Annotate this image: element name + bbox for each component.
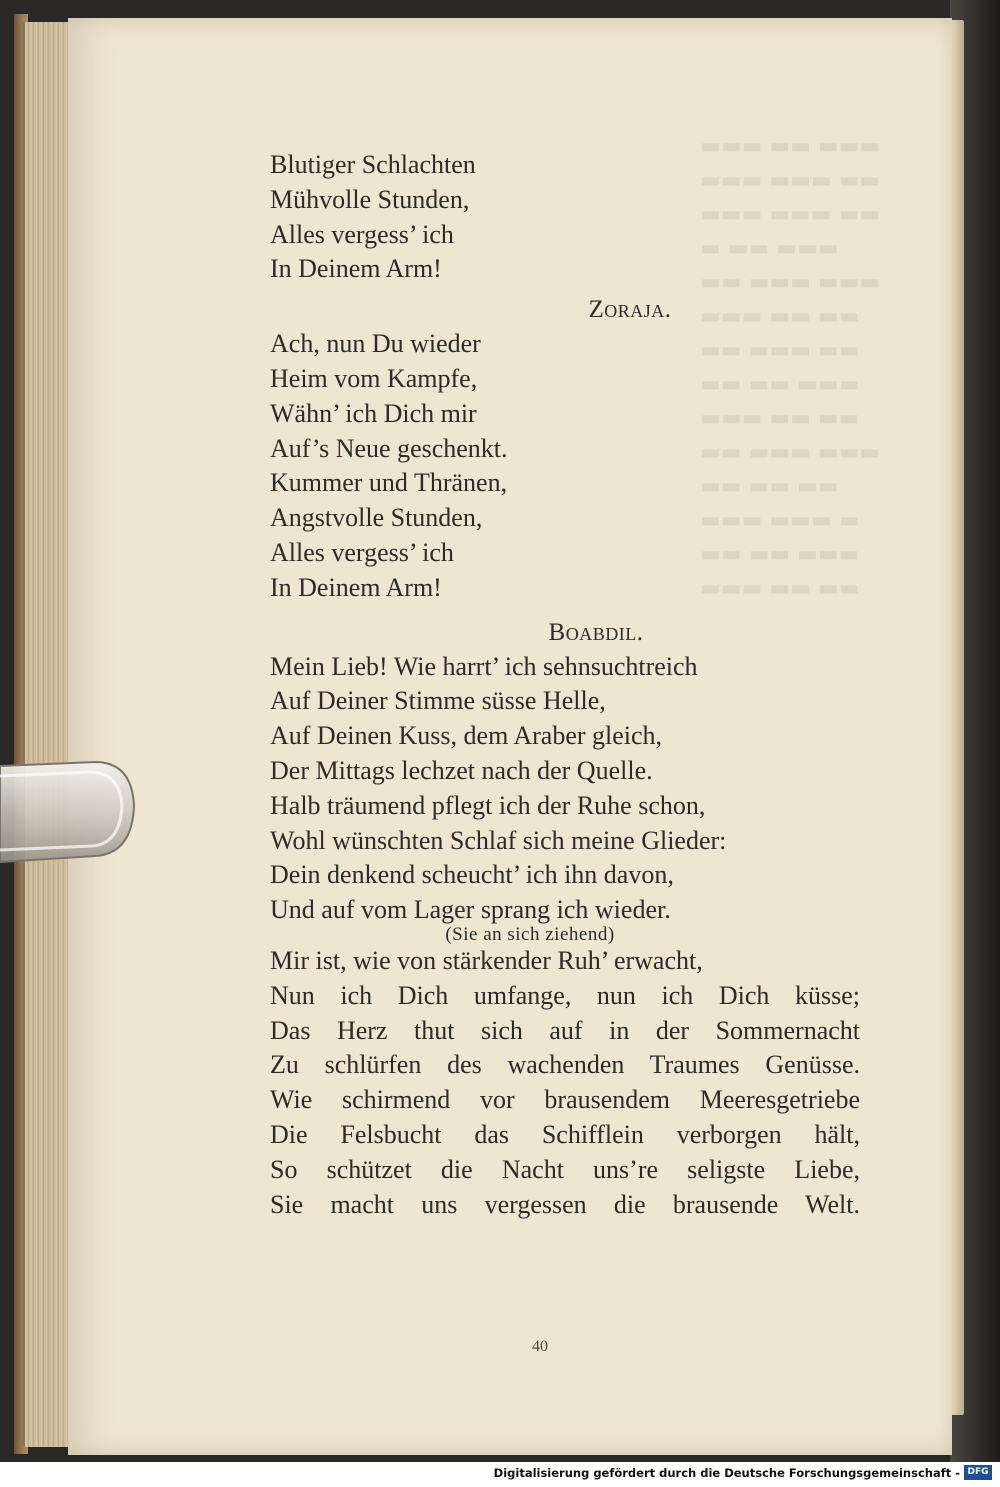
footer-credit: Digitalisierung gefördert durch die Deutsche Forschungsgemeinschaft -	[493, 1466, 960, 1480]
poem-text	[270, 148, 860, 1222]
verse-line: In Deinem Arm!	[270, 254, 442, 284]
verse-line: Nun ich Dich umfange, nun ich Dich küsse;	[270, 980, 860, 1010]
dfg-logo: DFG	[964, 1465, 992, 1480]
verse-line: Wohl wünschten Schlaf sich meine Glieder:	[270, 825, 727, 855]
verse-line: Der Mittags lechzet nach der Quelle.	[270, 755, 653, 785]
verse-line: Die Felsbucht das Schifflein verborgen hält,	[270, 1119, 860, 1149]
verse-line: Auf’s Neue geschenkt.	[270, 433, 508, 463]
verse-line: Kummer und Thränen,	[270, 468, 508, 498]
glass-page-clip	[0, 758, 140, 868]
verse-line: Zu schlürfen des wachenden Traumes Genüsse.	[270, 1050, 860, 1080]
verse-line: Wähn’ ich Dich mir	[270, 398, 477, 428]
verse-line: Blutiger Schlachten	[270, 150, 476, 179]
page-number: 40	[532, 1338, 548, 1355]
verse-line: Alles vergess’ ich	[270, 537, 454, 567]
verse-line: Das Herz thut sich auf in der Sommernacht	[270, 1015, 860, 1045]
verse-line: Wie schirmend vor brausendem Meeresgetriebe	[270, 1085, 860, 1115]
verse-line: Mein Lieb! Wie harrt’ ich sehnsuchtreich	[270, 651, 698, 681]
bleed-through-text: ▬▬▬ ▬▬ ▬▬▬ ▬▬▬ ▬▬▬ ▬▬ ▬▬▬ ▬▬▬ ▬▬ ▬ ▬▬ ▬▬▬ ▬▬ ▬▬▬ ▬▬▬ ▬▬▬ ▬▬ ▬▬ ▬▬ ▬▬▬ ▬▬ ▬▬ ▬▬ ▬▬▬ ▬▬▬ ▬▬ ▬▬ ▬▬ ▬▬▬ ▬▬▬ ▬▬ ▬▬ ▬▬ ▬▬▬ ▬▬▬ ▬ ▬▬ ▬▬ ▬▬▬ ▬▬▬ ▬▬ ▬▬	[700, 134, 881, 601]
speaker-name-boabdil: Boabdil.	[548, 618, 644, 646]
verse-line: Und auf vom Lager sprang ich wieder.	[270, 895, 671, 925]
verse-line: So schützet die Nacht uns’re seligste Liebe,	[270, 1154, 860, 1184]
verse-line: Alles vergess’ ich	[270, 219, 454, 249]
speaker-name-zoraja: Zoraja.	[588, 296, 672, 324]
verse-line: Sie macht uns vergessen die brausende Welt.	[270, 1189, 860, 1219]
verse-line: Angstvolle Stunden,	[270, 503, 483, 533]
verse-line: Auf Deiner Stimme süsse Helle,	[270, 686, 606, 716]
verse-line: Dein denkend scheucht’ ich ihn davon,	[270, 860, 674, 890]
verse-line: Mühvolle Stunden,	[270, 184, 470, 214]
stage-direction: (Sie an sich ziehend)	[445, 923, 615, 945]
verse-line: Mir ist, wie von stärkender Ruh’ erwacht,	[270, 945, 703, 975]
verse-line: In Deinem Arm!	[270, 572, 442, 602]
verse-line: Halb träumend pflegt ich der Ruhe schon,	[270, 790, 706, 820]
verse-line: Ach, nun Du wieder	[270, 329, 481, 359]
verse-line: Heim vom Kampfe,	[270, 363, 478, 393]
verse-line: Auf Deinen Kuss, dem Araber gleich,	[270, 721, 663, 751]
